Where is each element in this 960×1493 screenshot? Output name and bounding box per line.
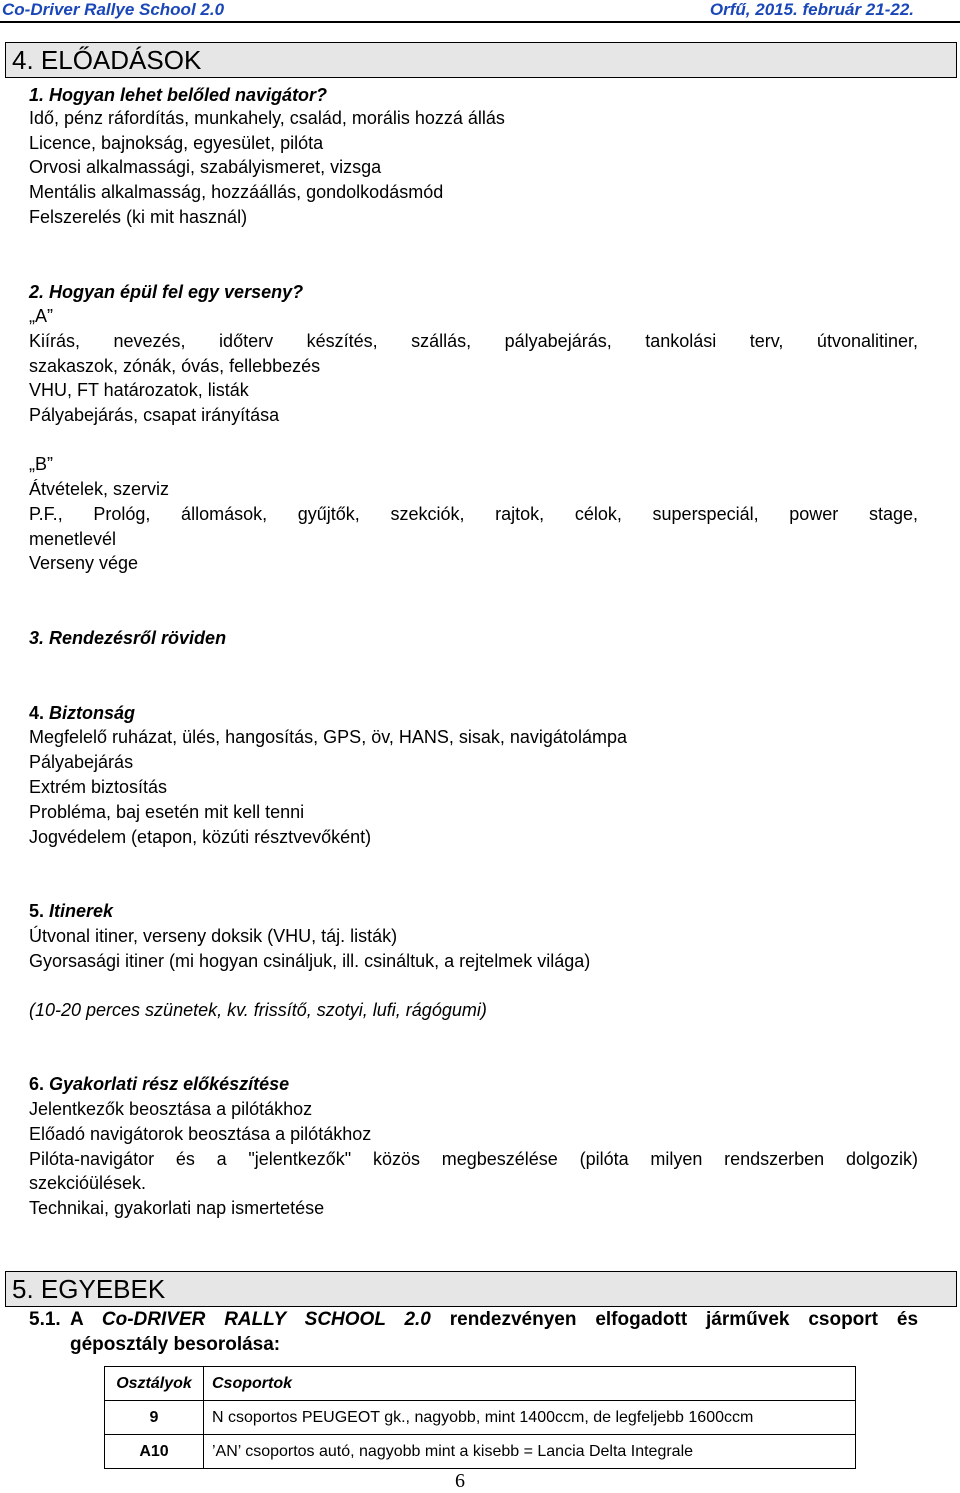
subsection-title <box>70 1308 918 1332</box>
q3-title: 3. Rendezésről röviden <box>29 628 227 648</box>
page-header <box>0 0 960 22</box>
header-right: Orfű, 2015. február 21-22. <box>709 0 914 19</box>
q5-line: Útvonal itiner, verseny doksik (VHU, táj. listák) <box>29 926 398 946</box>
q4-line: Probléma, baj esetén mit kell tenni <box>29 802 305 822</box>
section-4-title: 4. ELŐADÁSOK <box>12 45 202 75</box>
q4-title <box>29 701 135 725</box>
page-number: 6 <box>455 1470 465 1492</box>
q2-title: 2. Hogyan épül fel egy verseny? <box>29 282 304 302</box>
q6-line: Jelentkezők beosztása a pilótákhoz <box>29 1099 313 1119</box>
header-left: Co-Driver Rallye School 2.0 <box>2 0 225 19</box>
section-5-title: 5. EGYEBEK <box>12 1274 166 1304</box>
q4-title-text: Biztonság <box>49 703 136 723</box>
subsection-prefix: A <box>70 1309 102 1330</box>
q2-b-line: Verseny vége <box>29 553 139 573</box>
table-header: Osztályok <box>105 1367 204 1401</box>
q2-a-line: Pályabejárás, csapat irányítása <box>29 405 280 425</box>
q2-b-line: P.F., Prológ, állomások, gyűjtők, szekciók, rajtok, célok, superspeciál, power stage, <box>29 504 918 524</box>
q6-line: Technikai, gyakorlati nap ismertetése <box>29 1198 325 1218</box>
q5-title-text: Itinerek <box>49 901 114 921</box>
q1-line: Licence, bajnokság, egyesület, pilóta <box>29 133 324 153</box>
q6-line: szekcióülések. <box>29 1173 147 1193</box>
table-header: Csoportok <box>204 1367 856 1401</box>
q6-title-text: Gyakorlati rész előkészítése <box>49 1074 290 1094</box>
subsection-number: 5.1. <box>29 1309 61 1330</box>
q1-line: Idő, pénz ráfordítás, munkahely, család, morális hozzá állás <box>29 108 505 128</box>
q5-title <box>29 899 113 923</box>
q1-title: 1. Hogyan lehet belőled navigátor? <box>29 85 328 105</box>
q2-a-line: VHU, FT határozatok, listák <box>29 380 249 400</box>
q5-line: Gyorsasági itiner (mi hogyan csináljuk, ill. csináltuk, a rejtelmek világa) <box>29 951 591 971</box>
q2-a-line: szakaszok, zónák, óvás, fellebbezés <box>29 356 321 376</box>
table-header-row <box>105 1367 856 1401</box>
q5-number: 5. <box>29 901 45 921</box>
table-cell: ’AN’ csoportos autó, nagyobb mint a kisebb = Lancia Delta Integrale <box>204 1435 856 1469</box>
q4-line: Jogvédelem (etapon, közúti résztvevőként) <box>29 827 372 847</box>
q2-a-label: „A” <box>29 306 53 326</box>
break-note: (10-20 perces szünetek, kv. frissítő, szotyi, lufi, rágógumi) <box>29 1000 487 1020</box>
q4-line: Extrém biztosítás <box>29 777 168 797</box>
section-5-heading <box>5 1271 957 1307</box>
subsection-title-line2: géposztály besorolása: <box>70 1334 281 1355</box>
q6-number: 6. <box>29 1074 45 1094</box>
q1-line: Mentális alkalmasság, hozzáállás, gondolkodásmód <box>29 182 444 202</box>
q2-b-label: „B” <box>29 454 53 474</box>
q6-line: Előadó navigátorok beosztása a pilótákhoz <box>29 1124 372 1144</box>
table-cell: N csoportos PEUGEOT gk., nagyobb, mint 1400ccm, de legfeljebb 1600ccm <box>204 1401 856 1435</box>
q2-b-line: Átvételek, szerviz <box>29 479 170 499</box>
table-cell: A10 <box>105 1435 204 1469</box>
q4-number: 4. <box>29 703 45 723</box>
table-cell: 9 <box>105 1401 204 1435</box>
q1-line: Orvosi alkalmassági, szabályismeret, vizsga <box>29 157 382 177</box>
table-row <box>105 1435 856 1469</box>
header-rule <box>0 21 960 23</box>
q6-title <box>29 1072 289 1096</box>
section-4-heading <box>5 42 957 78</box>
table-row <box>105 1401 856 1435</box>
q6-line: Pilóta-navigátor és a "jelentkezők" közös megbeszélése (pilóta milyen rendszerben dolgozik) <box>29 1149 918 1169</box>
class-table <box>104 1366 856 1469</box>
q2-b-line: menetlevél <box>29 529 117 549</box>
q2-a-line: Kiírás, nevezés, időterv készítés, szállás, pályabejárás, tankolási terv, útvonalitiner, <box>29 331 918 351</box>
q4-line: Pályabejárás <box>29 752 134 772</box>
subsection-event-name: Co-DRIVER RALLY SCHOOL 2.0 <box>101 1309 431 1330</box>
q4-line: Megfelelő ruházat, ülés, hangosítás, GPS, öv, HANS, sisak, navigátolámpa <box>29 727 627 747</box>
q1-line: Felszerelés (ki mit használ) <box>29 207 248 227</box>
subsection-rest: rendezvényen elfogadott járművek csoport és <box>430 1309 919 1330</box>
